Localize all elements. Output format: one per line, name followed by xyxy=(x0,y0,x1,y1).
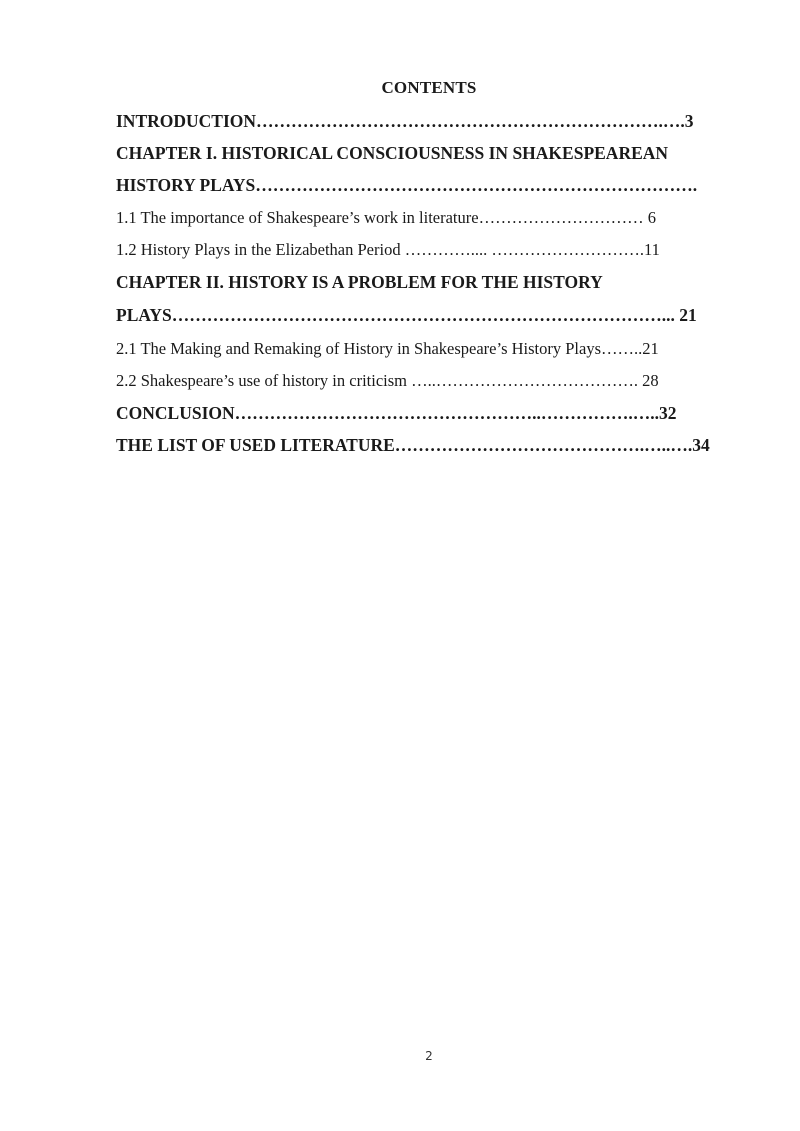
toc-entry-conclusion: CONCLUSION……………………………………………..…………….…..32 xyxy=(116,403,677,423)
toc-entry-1-1: 1.1 The importance of Shakespeare’s work in literature………………………… 6 xyxy=(116,208,656,227)
toc-entry-chapter-2-heading-cont: PLAYS…………………………………………………………………………... 21 xyxy=(116,305,697,325)
toc-entry-chapter-2-heading: CHAPTER II. HISTORY IS A PROBLEM FOR THE HISTORY xyxy=(116,272,603,292)
page-number: 2 xyxy=(425,1049,433,1063)
toc-entry-2-1: 2.1 The Making and Remaking of History in Shakespeare’s History Plays……..21 xyxy=(116,339,659,358)
toc-entry-1-2: 1.2 History Plays in the Elizabethan Period ………….... ……………………….11 xyxy=(116,240,660,259)
toc-entry-2-2: 2.2 Shakespeare’s use of history in criticism …..………………………………. 28 xyxy=(116,371,659,390)
toc-entry-chapter-1-heading-cont: HISTORY PLAYS…………………………………………………………………. xyxy=(116,175,698,195)
toc-entry-introduction: INTRODUCTION…………………………………………………………….….3 xyxy=(116,111,694,131)
contents-title: CONTENTS xyxy=(381,78,477,97)
toc-entry-chapter-1-heading: CHAPTER I. HISTORICAL CONSCIOUSNESS IN SHAKESPEAREAN xyxy=(116,143,669,163)
toc-entry-literature-list: THE LIST OF USED LITERATURE…………………………………….…..….34 xyxy=(116,435,710,455)
